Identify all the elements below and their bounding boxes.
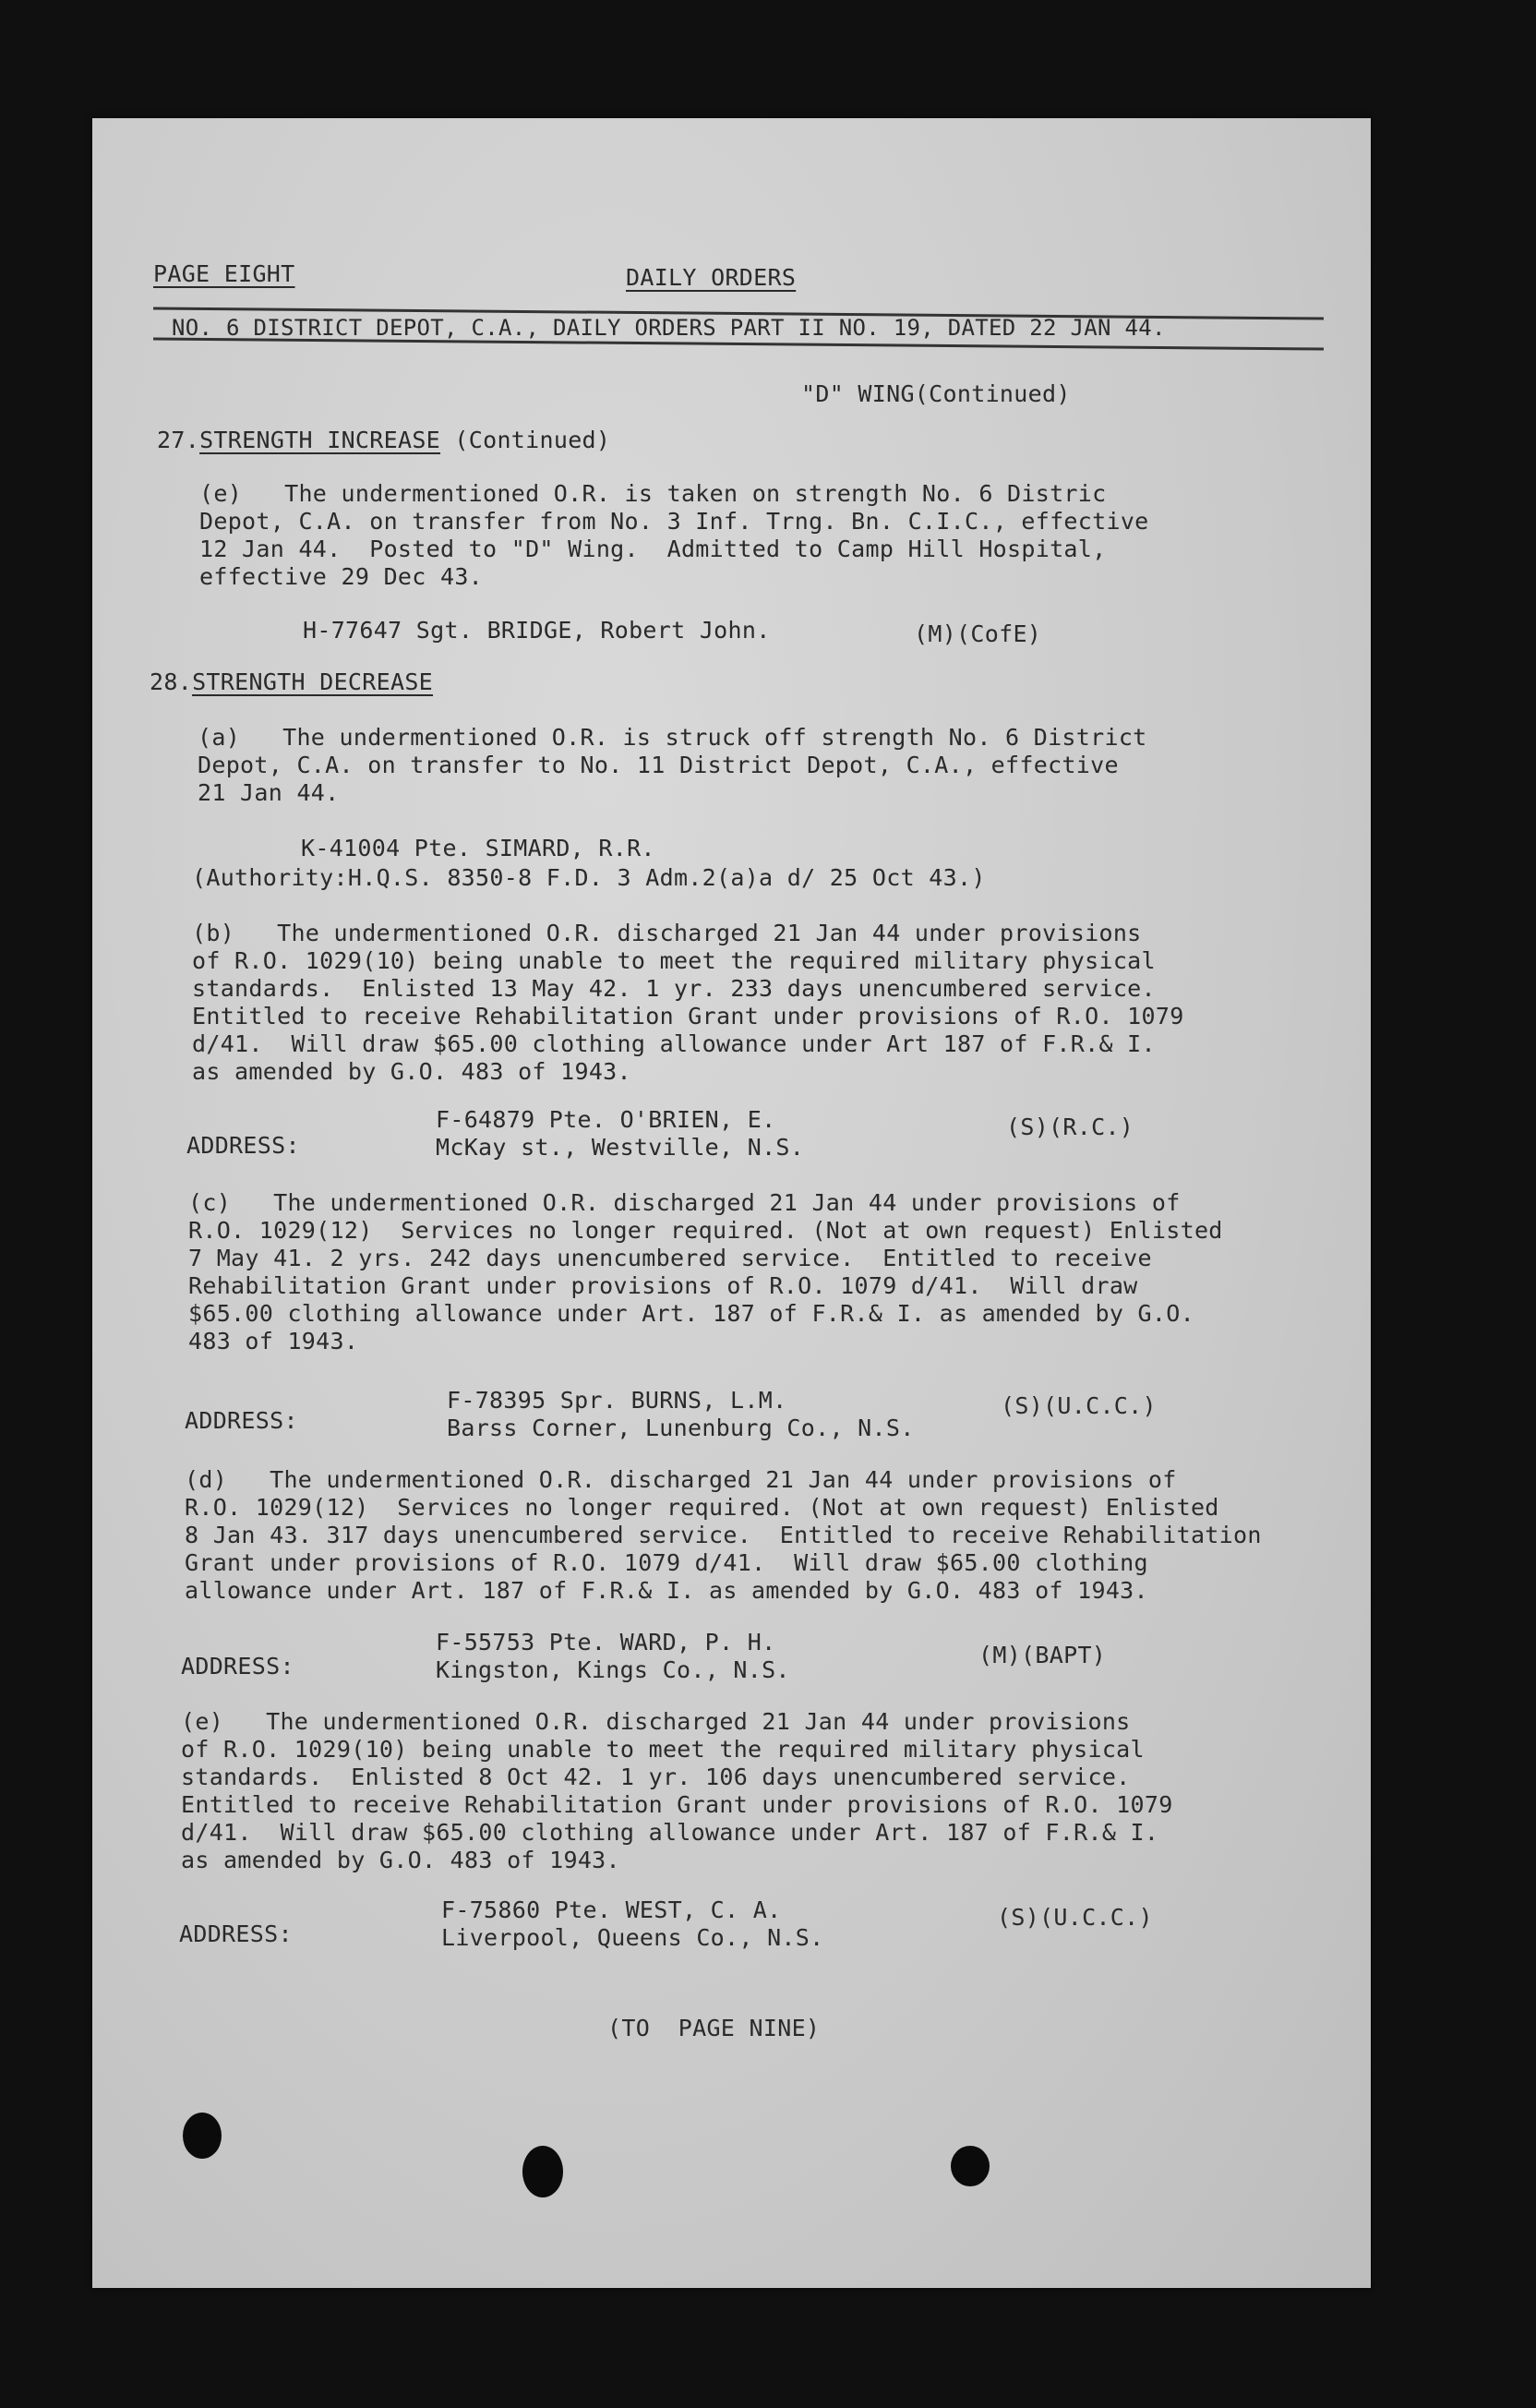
page-label: PAGE EIGHT xyxy=(153,260,295,287)
s28-c-paragraph: (c) The undermentioned O.R. discharged 21 Jan 44 under provisions of R.O. 1029(12) Services no longer required. (Not at own request) Enlisted 7 May 41. 2 yrs. 242 days unencumbered service. Entitled to receive Rehabilitation Grant under provisions of R.O. 1079 d/41. Will draw $65.00 clothing allowance under Art. 187 of F.R.& I. as amended by G.O. 483 of 1943. xyxy=(188,1189,1223,1354)
section-27-heading xyxy=(157,427,610,454)
wing-heading: "D" WING(Continued) xyxy=(801,380,1071,407)
doc-type: DAILY ORDERS xyxy=(626,264,797,291)
section-27-number: 27. xyxy=(157,427,200,453)
s28-d-address-label: ADDRESS: xyxy=(181,1653,294,1680)
s28-d-address: Kingston, Kings Co., N.S. xyxy=(436,1656,790,1683)
s28-b-code: (S)(R.C.) xyxy=(1006,1114,1134,1140)
s28-e-address-label: ADDRESS: xyxy=(179,1920,293,1947)
s28-d-person: F-55753 Pte. WARD, P. H. xyxy=(436,1629,776,1656)
section-28-title: STRENGTH DECREASE xyxy=(192,668,434,695)
s28-a-person: K-41004 Pte. SIMARD, R.R. xyxy=(301,835,655,861)
s28-c-address: Barss Corner, Lunenburg Co., N.S. xyxy=(447,1415,915,1441)
s27-e-person: H-77647 Sgt. BRIDGE, Robert John. xyxy=(303,617,771,644)
s28-b-person: F-64879 Pte. O'BRIEN, E. xyxy=(436,1106,776,1133)
s28-d-code: (M)(BAPT) xyxy=(978,1642,1107,1668)
s28-c-code: (S)(U.C.C.) xyxy=(1001,1392,1157,1419)
section-27-suffix: (Continued) xyxy=(440,427,611,453)
s28-a-authority: (Authority:H.Q.S. 8350-8 F.D. 3 Adm.2(a)a d/ 25 Oct 43.) xyxy=(192,864,986,891)
section-28-heading xyxy=(150,668,433,696)
s28-b-address: McKay st., Westville, N.S. xyxy=(436,1134,805,1161)
s28-e-paragraph: (e) The undermentioned O.R. discharged 21 Jan 44 under provisions of R.O. 1029(10) being unable to meet the required military physical standards. Enlisted 8 Oct 42. 1 yr. 106 days unencumbered service. Entitled to receive Rehabilitation Grant under provisions of R.O. 1079 d/41. Will draw $65.00 clothing allowance under Art. 187 of F.R.& I. as amended by G.O. 483 of 1943. xyxy=(181,1708,1173,1873)
s28-c-address-label: ADDRESS: xyxy=(185,1407,298,1434)
s27-e-paragraph: (e) The undermentioned O.R. is taken on strength No. 6 Distric Depot, C.A. on transfer from No. 3 Inf. Trng. Bn. C.I.C., effective 12 Jan 44. Posted to "D" Wing. Admitted to Camp Hill Hospital, effective 29 Dec 43. xyxy=(199,480,1149,590)
punch-hole-right xyxy=(951,2146,990,2186)
s28-b-address-label: ADDRESS: xyxy=(186,1132,300,1159)
s27-e-code: (M)(CofE) xyxy=(914,620,1042,647)
section-28-number: 28. xyxy=(150,668,193,695)
document-page xyxy=(92,118,1371,2288)
s28-d-paragraph: (d) The undermentioned O.R. discharged 21 Jan 44 under provisions of R.O. 1029(12) Services no longer required. (Not at own request) Enlisted 8 Jan 43. 317 days unencumbered service. Entitled to receive Rehabilitation Grant under provisions of R.O. 1079 d/41. Will draw $65.00 clothing allowance under Art. 187 of F.R.& I. as amended by G.O. 483 of 1943. xyxy=(185,1466,1262,1604)
subheader: NO. 6 DISTRICT DEPOT, C.A., DAILY ORDERS PART II NO. 19, DATED 22 JAN 44. xyxy=(172,315,1166,341)
s28-a-paragraph: (a) The undermentioned O.R. is struck off strength No. 6 District Depot, C.A. on transfer to No. 11 District Depot, C.A., effective 21 Jan 44. xyxy=(198,724,1147,806)
s28-e-address: Liverpool, Queens Co., N.S. xyxy=(441,1924,824,1951)
footer-continuation: (TO PAGE NINE) xyxy=(607,2015,821,2041)
punch-hole-left xyxy=(183,2113,222,2159)
s28-e-code: (S)(U.C.C.) xyxy=(997,1904,1153,1931)
section-27-title: STRENGTH INCREASE xyxy=(199,427,441,453)
s28-c-person: F-78395 Spr. BURNS, L.M. xyxy=(447,1387,787,1414)
s28-b-paragraph: (b) The undermentioned O.R. discharged 21 Jan 44 under provisions of R.O. 1029(10) being unable to meet the required military physical standards. Enlisted 13 May 42. 1 yr. 233 days unencumbered service. Entitled to receive Rehabilitation Grant under provisions of R.O. 1079 d/41. Will draw $65.00 clothing allowance under Art 187 of F.R.& I. as amended by G.O. 483 of 1943. xyxy=(192,920,1184,1085)
s28-e-person: F-75860 Pte. WEST, C. A. xyxy=(441,1896,782,1923)
punch-hole-center xyxy=(522,2146,563,2197)
